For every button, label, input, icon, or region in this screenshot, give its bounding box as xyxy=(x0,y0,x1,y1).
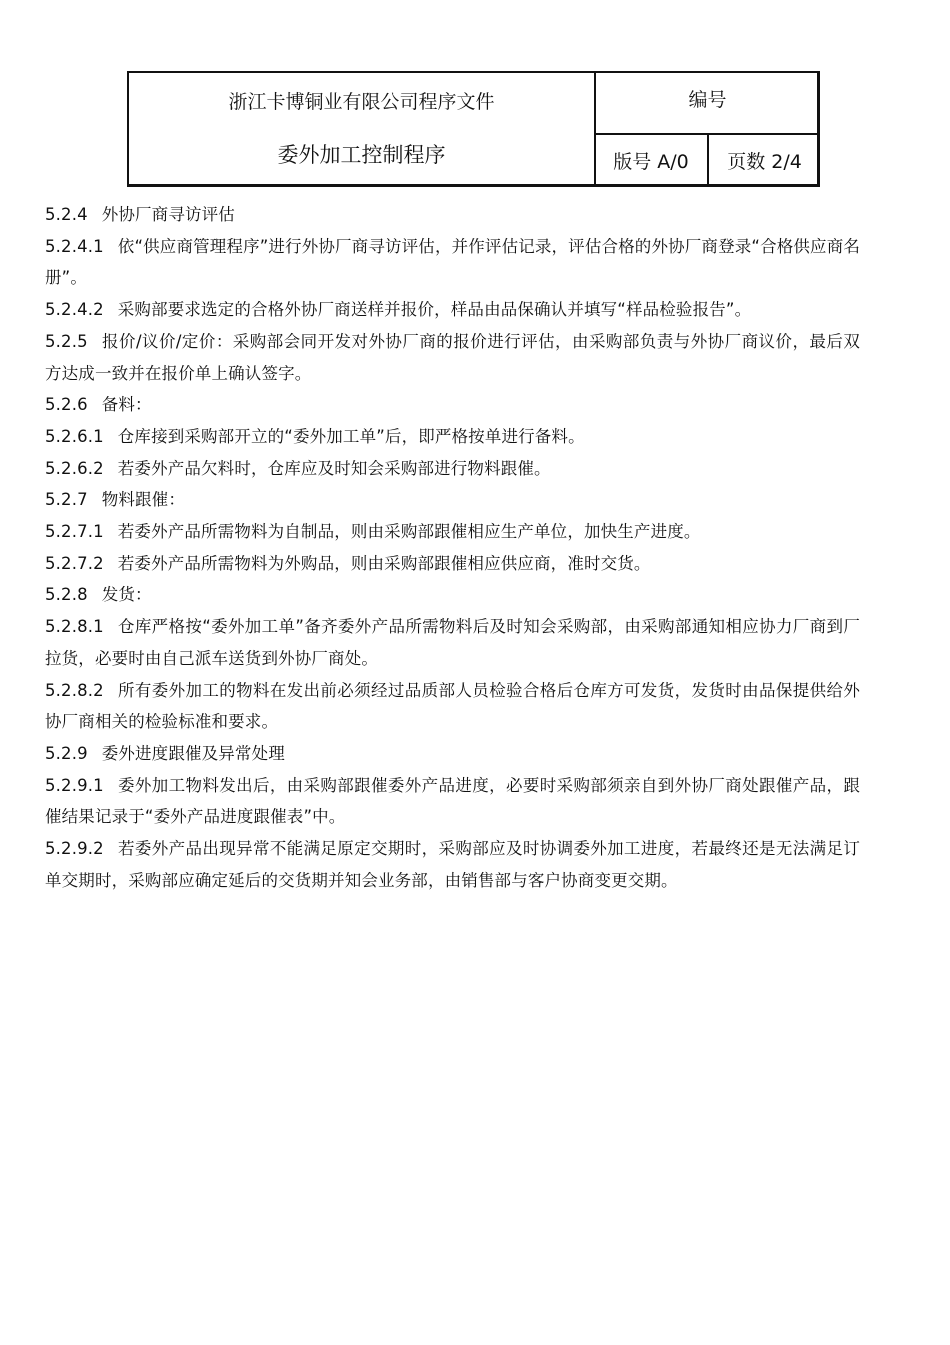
document-code-label: 编号 xyxy=(688,89,727,111)
section-number: 5.2.7.1 xyxy=(45,522,104,542)
section-paragraph xyxy=(45,389,860,421)
section-number: 5.2.6.2 xyxy=(45,458,104,478)
section-text: 若委外产品出现异常不能满足原定交期时，采购部应及时协调委外加工进度，若最终还是无法满足订单交期时，采购部应确定延后的交货期并知会业务部，由销售部与客户协商变更交期。 xyxy=(45,839,860,890)
section-text: 报价/议价/定价：采购部会同开发对外协厂商的报价进行评估，由采购部负责与外协厂商议价，最后双方达成一致并在报价单上确认签字。 xyxy=(45,331,860,383)
section-text: 仓库严格按“委外加工单”备齐委外产品所需物料后及时知会采购部，由采购部通知相应协力厂商到厂拉货，必要时由自己派车送货到外协厂商处。 xyxy=(45,617,860,668)
section-paragraph xyxy=(45,833,860,896)
section-paragraph xyxy=(45,579,860,611)
section-text: 依“供应商管理程序”进行外协厂商寻访评估，并作评估记录，评估合格的外协厂商登录“合格供应商名册”。 xyxy=(45,236,860,288)
section-number: 5.2.9 xyxy=(45,743,88,763)
section-text: 外协厂商寻访评估 xyxy=(101,205,235,224)
section-number: 5.2.9.2 xyxy=(45,839,104,859)
section-text: 若委外产品所需物料为外购品，则由采购部跟催相应供应商，准时交货。 xyxy=(117,553,651,573)
section-paragraph xyxy=(45,484,860,516)
section-text: 所有委外加工的物料在发出前必须经过品质部人员检验合格后仓库方可发货，发货时由品保提供给外协厂商相关的检验标准和要求。 xyxy=(45,680,860,732)
section-paragraph xyxy=(45,421,860,453)
section-text: 若委外产品所需物料为自制品，则由采购部跟催相应生产单位，加快生产进度。 xyxy=(117,522,701,542)
section-number: 5.2.4.2 xyxy=(45,300,104,320)
section-paragraph xyxy=(45,770,860,833)
header-divider xyxy=(595,133,817,135)
section-paragraph xyxy=(45,294,860,326)
section-number: 5.2.9.1 xyxy=(45,775,104,795)
section-text: 发货： xyxy=(101,585,152,605)
section-number: 5.2.8.2 xyxy=(45,680,104,700)
section-paragraph xyxy=(45,326,860,389)
section-text: 采购部要求选定的合格外协厂商送样并报价，样品由品保确认并填写“样品检验报告”。 xyxy=(117,300,752,320)
version-number: 版号 A/0 xyxy=(613,151,689,173)
section-paragraph xyxy=(45,453,860,485)
section-text: 备料： xyxy=(101,395,152,415)
document-body xyxy=(45,199,860,896)
section-number: 5.2.8.1 xyxy=(45,617,104,637)
section-number: 5.2.7.2 xyxy=(45,553,104,573)
section-number: 5.2.5 xyxy=(45,331,88,351)
section-number: 5.2.4 xyxy=(45,205,88,224)
section-number: 5.2.6 xyxy=(45,395,88,415)
section-paragraph xyxy=(45,548,860,580)
section-paragraph xyxy=(45,738,860,770)
section-paragraph xyxy=(45,199,860,231)
section-number: 5.2.8 xyxy=(45,585,88,605)
section-text: 委外进度跟催及异常处理 xyxy=(101,743,285,763)
section-text: 物料跟催： xyxy=(101,490,185,510)
section-paragraph xyxy=(45,611,860,674)
section-paragraph xyxy=(45,675,860,738)
section-paragraph xyxy=(45,231,860,294)
section-number: 5.2.7 xyxy=(45,490,88,510)
page-count: 页数 2/4 xyxy=(727,151,802,173)
section-number: 5.2.6.1 xyxy=(45,426,104,446)
section-text: 仓库接到采购部开立的“委外加工单”后，即严格按单进行备料。 xyxy=(117,426,585,446)
section-number: 5.2.4.1 xyxy=(45,236,104,256)
document-title: 委外加工控制程序 xyxy=(277,143,446,167)
section-paragraph xyxy=(45,516,860,548)
section-text: 若委外产品欠料时，仓库应及时知会采购部进行物料跟催。 xyxy=(117,458,551,478)
section-text: 委外加工物料发出后，由采购部跟催委外产品进度，必要时采购部须亲自到外协厂商处跟催产品，跟催结果记录于“委外产品进度跟催表”中。 xyxy=(45,775,860,827)
document-header-table xyxy=(127,71,820,187)
company-name: 浙江卡博铜业有限公司程序文件 xyxy=(228,91,495,113)
